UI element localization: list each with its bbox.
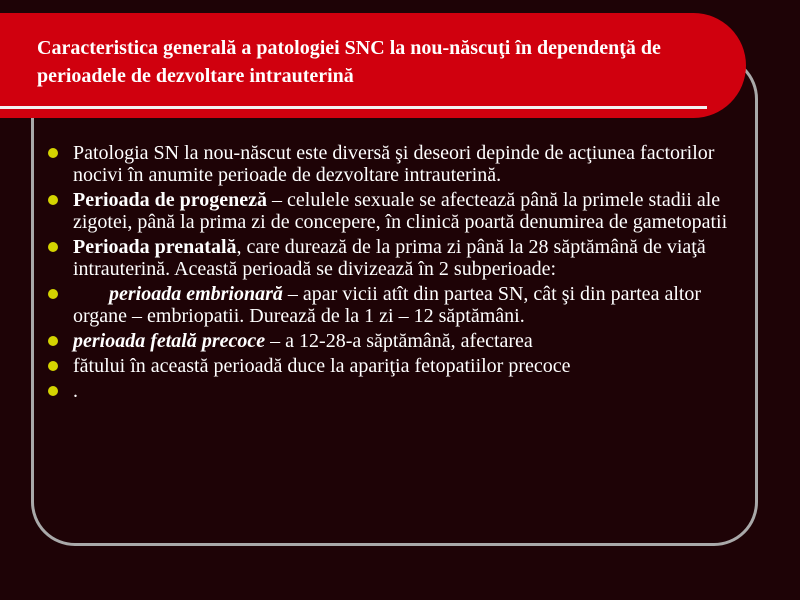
title-underline: [0, 106, 707, 109]
bullet-text: – celulele sexuale se afectează până la primele stadii ale zigotei, până la prima zi de concepere, în clinică poartă denumirea de gametopatii: [73, 189, 728, 233]
bullet-term: perioada embrionară: [109, 283, 283, 305]
bullet-item: [48, 236, 748, 280]
bullet-list: [48, 142, 748, 405]
bullet-item: [48, 142, 748, 186]
bullet-text: .: [73, 380, 78, 402]
bullet-item: [48, 283, 748, 327]
bullet-dot-icon: [48, 386, 58, 396]
bullet-dot-icon: [48, 289, 58, 299]
bullet-item: [48, 330, 748, 352]
bullet-text: , care durează de la prima zi până la 28 săptămână de viaţă intrauterină. Această perioadă se divizează în 2 subperioade:: [73, 236, 706, 280]
bullet-dot-icon: [48, 195, 58, 205]
bullet-term: Perioada prenatală: [73, 236, 237, 258]
bullet-term: perioada fetală precoce: [73, 330, 266, 352]
bullet-dot-icon: [48, 361, 58, 371]
slide-title: Caracteristica generală a patologiei SNC la nou-născuţi în dependenţă de perioadele de dezvoltare intrauterină: [37, 37, 661, 87]
bullet-item: [48, 380, 748, 402]
bullet-term: Perioada de progeneză: [73, 189, 268, 211]
bullet-dot-icon: [48, 336, 58, 346]
bullet-text: fătului în această perioadă duce la apariţia fetopatiilor precoce: [73, 355, 571, 377]
bullet-text: Patologia SN la nou-născut este diversă şi deseori depinde de acţiunea factorilor nocivi în anumite perioade de dezvoltare intrauterină.: [73, 142, 715, 186]
bullet-text: – a 12-28-a săptămână, afectarea: [265, 330, 533, 352]
bullet-dot-icon: [48, 148, 58, 158]
bullet-text: – apar vicii atît din partea SN, cât şi din partea altor organe – embriopatii. Durează de la 1 zi – 12 săptămâni.: [73, 283, 702, 327]
bullet-dot-icon: [48, 242, 58, 252]
bullet-item: [48, 189, 748, 233]
bullet-item: [48, 355, 748, 377]
